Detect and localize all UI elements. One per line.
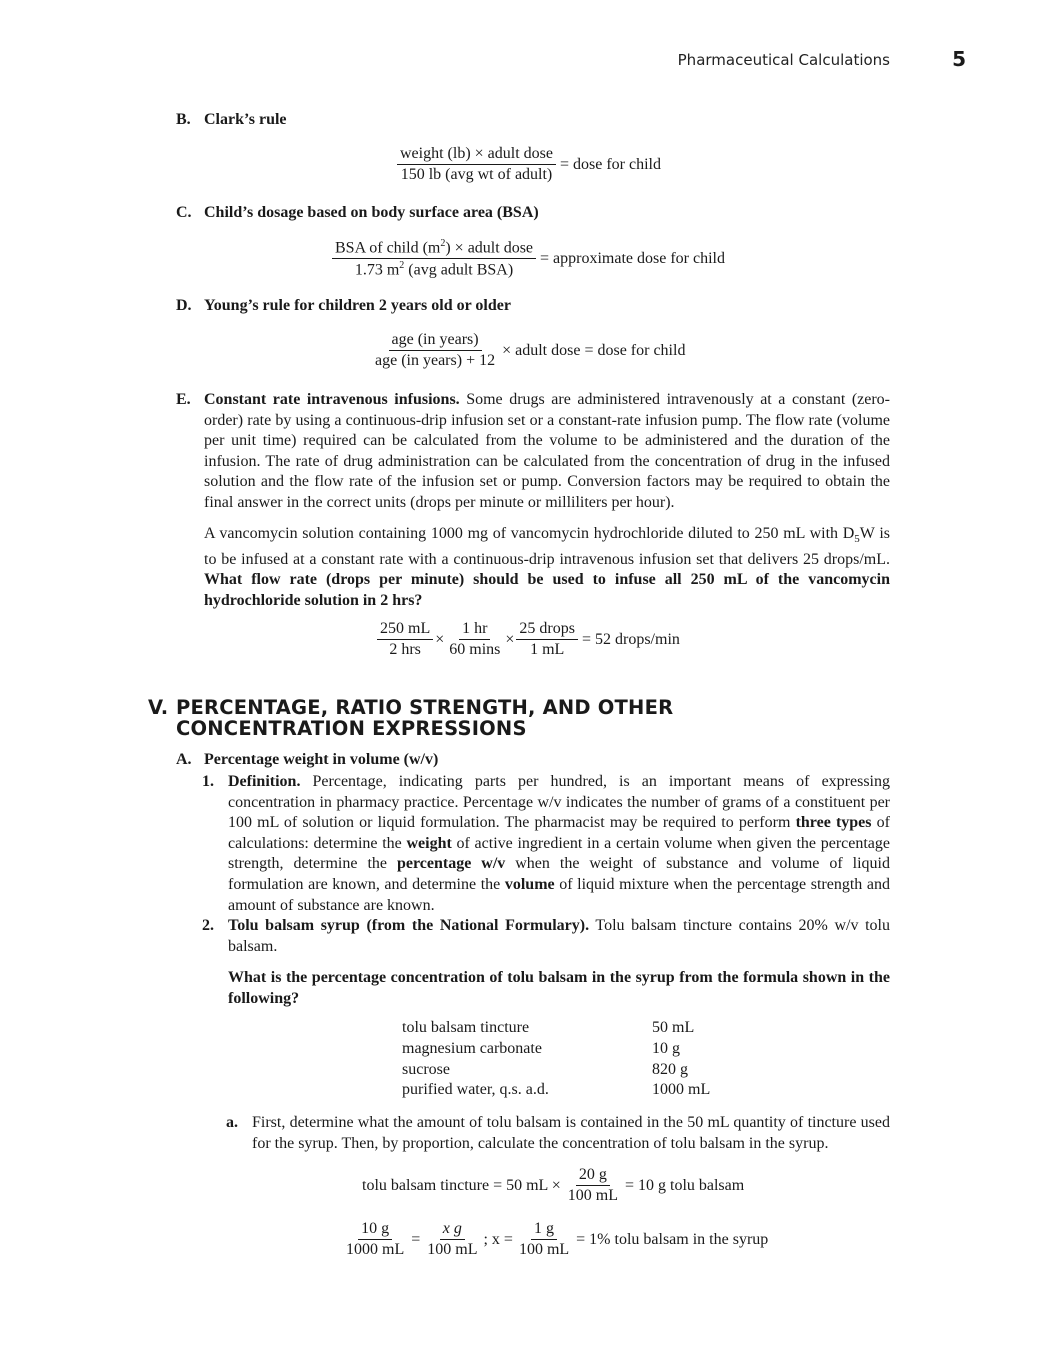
example-question: What flow rate (drops per minute) should be used to infuse all 250 mL of the vancomycin hydrochloride solution in 2 hrs? — [204, 571, 890, 609]
paragraph-infusions — [176, 390, 891, 514]
youngs-rule-formula — [372, 331, 689, 370]
section-title-line2: CONCENTRATION EXPRESSIONS — [176, 717, 527, 740]
fraction — [397, 145, 556, 184]
paragraph-text: Some drugs are administered intravenously at a constant (zero-order) rate by using a continuous-drip infusion set or a constant-rate infusion pump. The flow rate (volume per unit time) required can be calculated from the volume to be administered and the duration of the infusion. The rate of drug administration can be calculated from the concentration of drug in the infused solution and the flow rate of the infusion set or pump. Conversion factors may be required to obtain the final answer in the correct units (drops per minute or milliliters per hour). — [204, 391, 891, 511]
fraction: $\frac{1 hr}{60 \min s}$ — [449, 620, 501, 658]
subheading-clarks-rule — [176, 111, 287, 129]
step-label: a. — [226, 1114, 238, 1131]
concentration-calculation: $\frac{10 g}{1000 mL}$ = $\frac{\text{x g}}{100 mL}$ ; x = $\frac{1 g}{100 mL}$ = 1% tolu balsam in the syrup — [343, 1220, 772, 1259]
formula-result: = approximate dose for child — [540, 249, 725, 267]
page-number: 5 — [952, 47, 966, 71]
item-number: 2. — [202, 917, 214, 934]
ingredient-amount: 50 mL — [652, 1019, 695, 1037]
subheading-label: C. — [176, 204, 192, 221]
subheading-title: Child’s dosage based on body surface area (BSA) — [204, 204, 539, 221]
numerator: weight (lb) × adult dose — [397, 145, 556, 165]
fraction: $\frac{250 mL}{\text{2 hrs}}$ — [377, 620, 433, 659]
subheading-label: B. — [176, 111, 191, 128]
clarks-rule-formula — [397, 145, 665, 184]
table-row — [402, 1059, 710, 1080]
subheading-label: A. — [176, 751, 192, 768]
formula-result: = 52 drops/min — [581, 630, 680, 648]
numerator: age (in years) — [389, 331, 482, 351]
ingredient-amount: 10 g — [652, 1040, 680, 1058]
fraction: $\frac{\text{x g}}{100 mL}$ — [427, 1220, 478, 1258]
denominator: age (in years) + 12 — [375, 352, 496, 369]
fraction: $\frac{1 g}{100 mL}$ — [518, 1220, 570, 1258]
section-number: V. — [148, 696, 169, 719]
fraction — [372, 331, 498, 370]
running-head: Pharmaceutical Calculations — [677, 51, 890, 69]
formula-result: × adult dose = dose for child — [502, 341, 686, 359]
subheading-percentage-wv — [176, 751, 438, 769]
formula-table — [402, 1018, 710, 1101]
table-row — [402, 1039, 710, 1060]
flow-rate-calculation: $\frac{250 mL}{\text{2 hrs}}$ × $\frac{1 hr}{60 \min s}$ × $\frac{\text{25 drops}}{1 mL}$ = 52 drops/min — [377, 620, 684, 659]
table-row — [402, 1080, 710, 1101]
ingredient-amount: 1000 mL — [652, 1081, 711, 1099]
ingredient-name: tolu balsam tincture — [402, 1019, 530, 1037]
formula-result: = dose for child — [560, 155, 661, 173]
ingredient-name: magnesium carbonate — [402, 1040, 542, 1058]
ingredient-name: sucrose — [402, 1060, 450, 1078]
subheading-label: D. — [176, 297, 192, 314]
numerator: BSA of child $(m^2)$ × adult dose — [332, 238, 536, 259]
denominator: 1.73 $m^2$ (avg adult BSA) — [354, 260, 514, 279]
subheading-bsa — [176, 204, 539, 222]
fraction: $\frac{10 g}{1000 mL}$ — [346, 1220, 405, 1258]
denominator: 150 lb (avg wt of adult) — [400, 166, 553, 183]
step-a: a. First, determine what the amount of tolu balsam is contained in the 50 mL quantity of tincture used for the syrup. Then, by proportion, calculate the concentration of tolu balsam in the syrup. — [226, 1114, 890, 1152]
ingredient-amount: 820 g — [652, 1060, 688, 1078]
paragraph-vancomycin-example: A vancomycin solution containing 1000 mg of vancomycin hydrochloride diluted to 250 mL with $D_5W$ is to be infused at a constant rate with a continuous-drip intravenous infusion set that delivers 25 drops/mL. What flow rate (drops per minute) should be used to infuse all 250 mL of the vancomycin hydrochloride solution in 2 hrs? — [204, 525, 891, 609]
ingredient-name: purified water, q.s. a.d. — [402, 1081, 549, 1099]
subheading-title: Clark’s rule — [204, 111, 287, 128]
tolu-question: What is the percentage concentration of tolu balsam in the syrup from the formula shown in the following? — [228, 969, 890, 1007]
subheading-title: Young’s rule for children 2 years old or older — [204, 297, 511, 314]
fraction: $\frac{20 g}{100 mL}$ — [567, 1166, 618, 1204]
list-item-definition: 1. Definition. Percentage, indicating parts per hundred, is an important means of expressing concentration in pharmacy practice. Percentage w/v indicates the number of grams of a constituent per 100 mL of solution or liquid formulation. The pharmacist may be required to perform three types of calculations: determine the weight of active ingredient in a certain volume when given the percentage strength, determine the percentage w/v when the weight of substance and volume of liquid formulation are known, and determine the volume of liquid mixture when the percentage strength and amount of substance are known. — [202, 773, 891, 914]
section-heading — [148, 697, 673, 739]
section-title-line1: PERCENTAGE, RATIO STRENGTH, AND OTHER — [176, 696, 674, 719]
subheading-youngs-rule — [176, 297, 511, 315]
list-item-tolu-balsam: 2. Tolu balsam syrup (from the National Formulary). Tolu balsam tincture contains 20% w/v tolu balsam. — [202, 917, 890, 955]
fraction: $\frac{\text{25 drops}}{1 mL}$ — [516, 620, 578, 659]
bsa-formula — [332, 238, 729, 280]
tincture-calculation: tolu balsam tincture = 50 mL × $\frac{20 g}{100 mL}$ = 10 g tolu balsam — [362, 1166, 745, 1204]
paragraph-label: E. — [176, 391, 191, 408]
fraction — [332, 238, 536, 280]
table-row — [402, 1018, 710, 1039]
paragraph-title: Constant rate intravenous infusions. — [204, 391, 460, 408]
item-number: 1. — [202, 773, 214, 790]
subheading-title: Percentage weight in volume (w/v) — [204, 751, 439, 768]
